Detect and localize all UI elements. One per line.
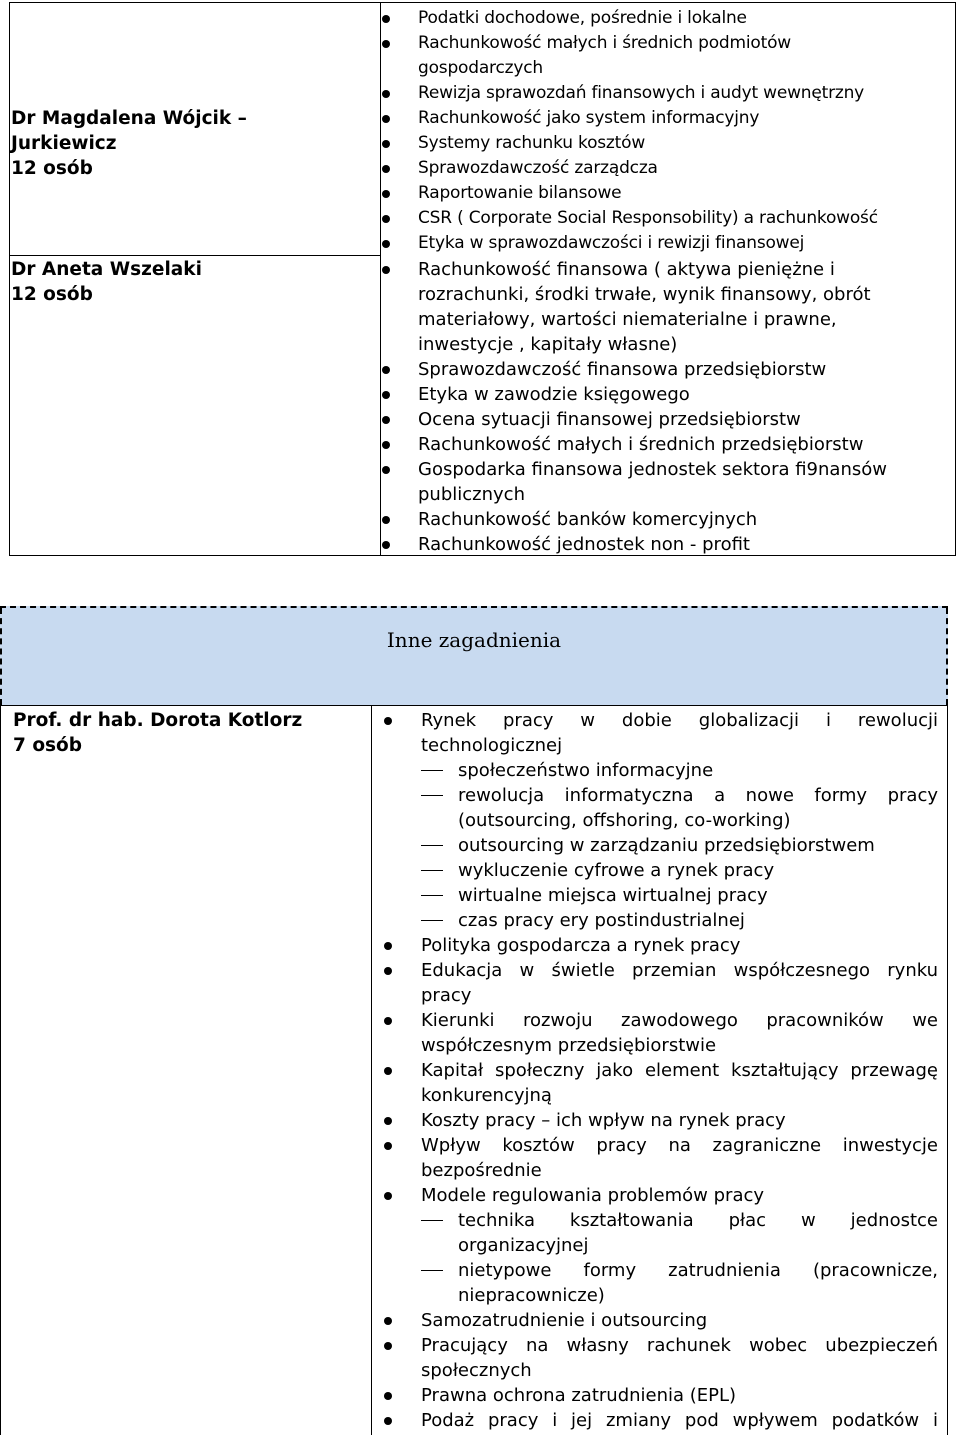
topics-list-kotlorz [421, 708, 938, 1433]
list-item-continuation [421, 733, 938, 758]
topic-text: gospodarczych [418, 58, 543, 78]
row-divider [10, 255, 380, 256]
bullet-icon [384, 1117, 392, 1125]
topic-text: Koszty pracy – ich wpływ na rynek pracy [421, 1110, 786, 1131]
group-size: 12 osób [11, 284, 93, 305]
instructor-name-wszelaki [11, 257, 202, 307]
topic-text: technika kształtowania płac w jednostce [458, 1210, 938, 1231]
bullet-icon [382, 165, 390, 173]
group-size: 7 osób [13, 735, 82, 756]
bullet-icon [384, 1142, 392, 1150]
bullet-icon [384, 1392, 392, 1400]
topic-text: Gospodarka finansowa jednostek sektora fi9nansów [418, 459, 887, 480]
topic-text: społeczeństwo informacyjne [458, 760, 714, 781]
topic-text: Sprawozdawczość finansowa przedsiębiorstw [418, 359, 827, 380]
list-item [418, 6, 938, 31]
name-line: Prof. dr hab. Dorota Kotlorz [13, 710, 303, 731]
list-item [421, 1108, 938, 1133]
bullet-icon [384, 1192, 392, 1200]
list-item [418, 206, 938, 231]
sub-list-item [421, 883, 938, 908]
bullet-icon [382, 90, 390, 98]
topic-text: Rachunkowość małych i średnich przedsiębiorstw [418, 434, 864, 455]
bullet-icon [382, 215, 390, 223]
dash-icon [421, 870, 443, 871]
topic-text: Podatki dochodowe, pośrednie i lokalne [418, 8, 747, 28]
topic-text: Sprawozdawczość zarządcza [418, 158, 658, 178]
list-item-continuation [421, 983, 938, 1008]
name-line: Dr Magdalena Wójcik – [11, 108, 247, 129]
list-item [421, 933, 938, 958]
topic-text: Wpływ kosztów pracy na zagraniczne inwestycje [421, 1135, 938, 1156]
topic-text: współczesnym przedsiębiorstwie [421, 1035, 717, 1056]
list-item [418, 357, 888, 382]
topics-list-wszelaki [418, 257, 888, 557]
list-item-continuation [418, 332, 888, 357]
list-item [418, 257, 888, 282]
topic-text: Etyka w sprawozdawczości i rewizji finansowej [418, 233, 805, 253]
list-item-continuation [421, 1358, 938, 1383]
bullet-icon [384, 717, 392, 725]
topic-text: społecznych [421, 1360, 532, 1381]
list-item [421, 958, 938, 983]
list-item [421, 1183, 938, 1208]
bullet-icon [382, 466, 390, 474]
list-item [418, 432, 888, 457]
bullet-icon [382, 441, 390, 449]
dash-icon [421, 1220, 443, 1221]
list-item [418, 407, 888, 432]
topic-text: bezpośrednie [421, 1160, 542, 1181]
list-item [421, 1058, 938, 1083]
topic-text: Rachunkowość jako system informacyjny [418, 108, 760, 128]
sub-list-item-continuation [421, 1233, 938, 1258]
list-item [418, 231, 938, 256]
bullet-icon [382, 190, 390, 198]
section-title: Inne zagadnienia [386, 628, 562, 652]
bullet-icon [382, 115, 390, 123]
dash-icon [421, 1270, 443, 1271]
bullet-icon [382, 40, 390, 48]
list-item-continuation [418, 482, 888, 507]
bullet-icon [382, 416, 390, 424]
list-item [421, 1333, 938, 1358]
topic-text: Podaż pracy i jej zmiany pod wpływem podatków i [421, 1410, 938, 1431]
topic-text: niepracownicze) [458, 1285, 605, 1306]
sub-list-item [421, 833, 938, 858]
sub-list-item [421, 1208, 938, 1233]
topic-text: Rachunkowość finansowa ( aktywa pieniężne i [418, 259, 835, 280]
topic-text: materiałowy, wartości niematerialne i prawne, [418, 309, 837, 330]
list-item [418, 382, 888, 407]
bullet-icon [384, 967, 392, 975]
bullet-icon [384, 1317, 392, 1325]
list-item [421, 708, 938, 733]
section-header [0, 606, 948, 705]
sub-list-item [421, 758, 938, 783]
list-item [418, 457, 888, 482]
dashed-border-right [946, 608, 948, 705]
topic-text: rozrachunki, środki trwałe, wynik finansowy, obrót [418, 284, 871, 305]
topic-text: Kapitał społeczny jako element kształtujący przewagę [421, 1060, 938, 1081]
list-item [421, 1408, 938, 1433]
topic-text: Systemy rachunku kosztów [418, 133, 646, 153]
bullet-icon [382, 516, 390, 524]
name-line: Jurkiewicz [11, 133, 117, 154]
topic-text: Edukacja w świetle przemian współczesnego rynku [421, 960, 938, 981]
topic-text: Pracujący na własny rachunek wobec ubezpieczeń [421, 1335, 938, 1356]
list-item [421, 1383, 938, 1408]
bullet-icon [384, 1342, 392, 1350]
topic-text: Rachunkowość małych i średnich podmiotów [418, 33, 791, 53]
group-size: 12 osób [11, 158, 93, 179]
row-divider [1, 705, 947, 706]
topic-text: Prawna ochrona zatrudnienia (EPL) [421, 1385, 737, 1406]
bullet-icon [382, 366, 390, 374]
bullet-icon [384, 1067, 392, 1075]
list-item [418, 106, 938, 131]
bullet-icon [384, 1017, 392, 1025]
topic-text: organizacyjnej [458, 1235, 589, 1256]
bullet-icon [382, 391, 390, 399]
topic-text: Rachunkowość banków komercyjnych [418, 509, 758, 530]
topic-text: Samozatrudnienie i outsourcing [421, 1310, 708, 1331]
sub-list-item [421, 858, 938, 883]
topic-text: publicznych [418, 484, 525, 505]
sub-list-item-continuation [421, 1283, 938, 1308]
bullet-icon [382, 240, 390, 248]
list-item [418, 507, 888, 532]
list-item-continuation [418, 307, 888, 332]
topic-text: nietypowe formy zatrudnienia (pracownicze, [458, 1260, 938, 1281]
sub-list-item [421, 1258, 938, 1283]
column-divider [380, 3, 381, 555]
bullet-icon [384, 1417, 392, 1425]
list-item-continuation [418, 282, 888, 307]
column-divider [371, 705, 372, 1435]
sub-list-item-continuation [421, 808, 938, 833]
list-item-continuation [421, 1158, 938, 1183]
bullet-icon [382, 15, 390, 23]
topic-text: wykluczenie cyfrowe a rynek pracy [458, 860, 775, 881]
dashed-border-left [0, 608, 2, 705]
topic-text: Ocena sytuacji finansowej przedsiębiorstw [418, 409, 801, 430]
dash-icon [421, 795, 443, 796]
topic-text: Modele regulowania problemów pracy [421, 1185, 765, 1206]
dash-icon [421, 770, 443, 771]
list-item [421, 1008, 938, 1033]
topic-text: czas pracy ery postindustrialnej [458, 910, 745, 931]
list-item [421, 1308, 938, 1333]
topic-text: Raportowanie bilansowe [418, 183, 622, 203]
topic-text: Rachunkowość jednostek non - profit [418, 534, 750, 555]
topic-text: technologicznej [421, 735, 563, 756]
dash-icon [421, 920, 443, 921]
topic-text: inwestycje , kapitały własne) [418, 334, 678, 355]
list-item-continuation [418, 56, 938, 81]
sub-list-item [421, 908, 938, 933]
list-item [418, 131, 938, 156]
bullet-icon [382, 140, 390, 148]
topic-text: konkurencyjną [421, 1085, 552, 1106]
sub-list-item [421, 783, 938, 808]
list-item [421, 1133, 938, 1158]
topic-text: Kierunki rozwoju zawodowego pracowników we [421, 1010, 938, 1031]
bullet-icon [384, 942, 392, 950]
topics-list-wojcik [418, 6, 938, 256]
instructor-name-kotlorz [13, 708, 302, 758]
list-item [418, 31, 938, 56]
name-line: Dr Aneta Wszelaki [11, 259, 202, 280]
topic-text: outsourcing w zarządzaniu przedsiębiorstwem [458, 835, 875, 856]
topic-text: Rewizja sprawozdań finansowych i audyt wewnętrzny [418, 83, 865, 103]
list-item-continuation [421, 1083, 938, 1108]
list-item-continuation [421, 1033, 938, 1058]
topic-text: rewolucja informatyczna a nowe formy pracy [458, 785, 938, 806]
topic-text: Rynek pracy w dobie globalizacji i rewolucji [421, 710, 938, 731]
topic-text: Polityka gospodarcza a rynek pracy [421, 935, 741, 956]
list-item [418, 156, 938, 181]
list-item [418, 181, 938, 206]
instructor-name-wojcik [11, 106, 247, 181]
dash-icon [421, 845, 443, 846]
topic-text: CSR ( Corporate Social Responsobility) a rachunkowość [418, 208, 878, 228]
topic-text: pracy [421, 985, 472, 1006]
topic-text: (outsourcing, offshoring, co-working) [458, 810, 791, 831]
bullet-icon [382, 266, 390, 274]
bullet-icon [382, 541, 390, 549]
topic-text: Etyka w zawodzie księgowego [418, 384, 690, 405]
dash-icon [421, 895, 443, 896]
list-item [418, 532, 888, 557]
list-item [418, 81, 938, 106]
topic-text: wirtualne miejsca wirtualnej pracy [458, 885, 768, 906]
